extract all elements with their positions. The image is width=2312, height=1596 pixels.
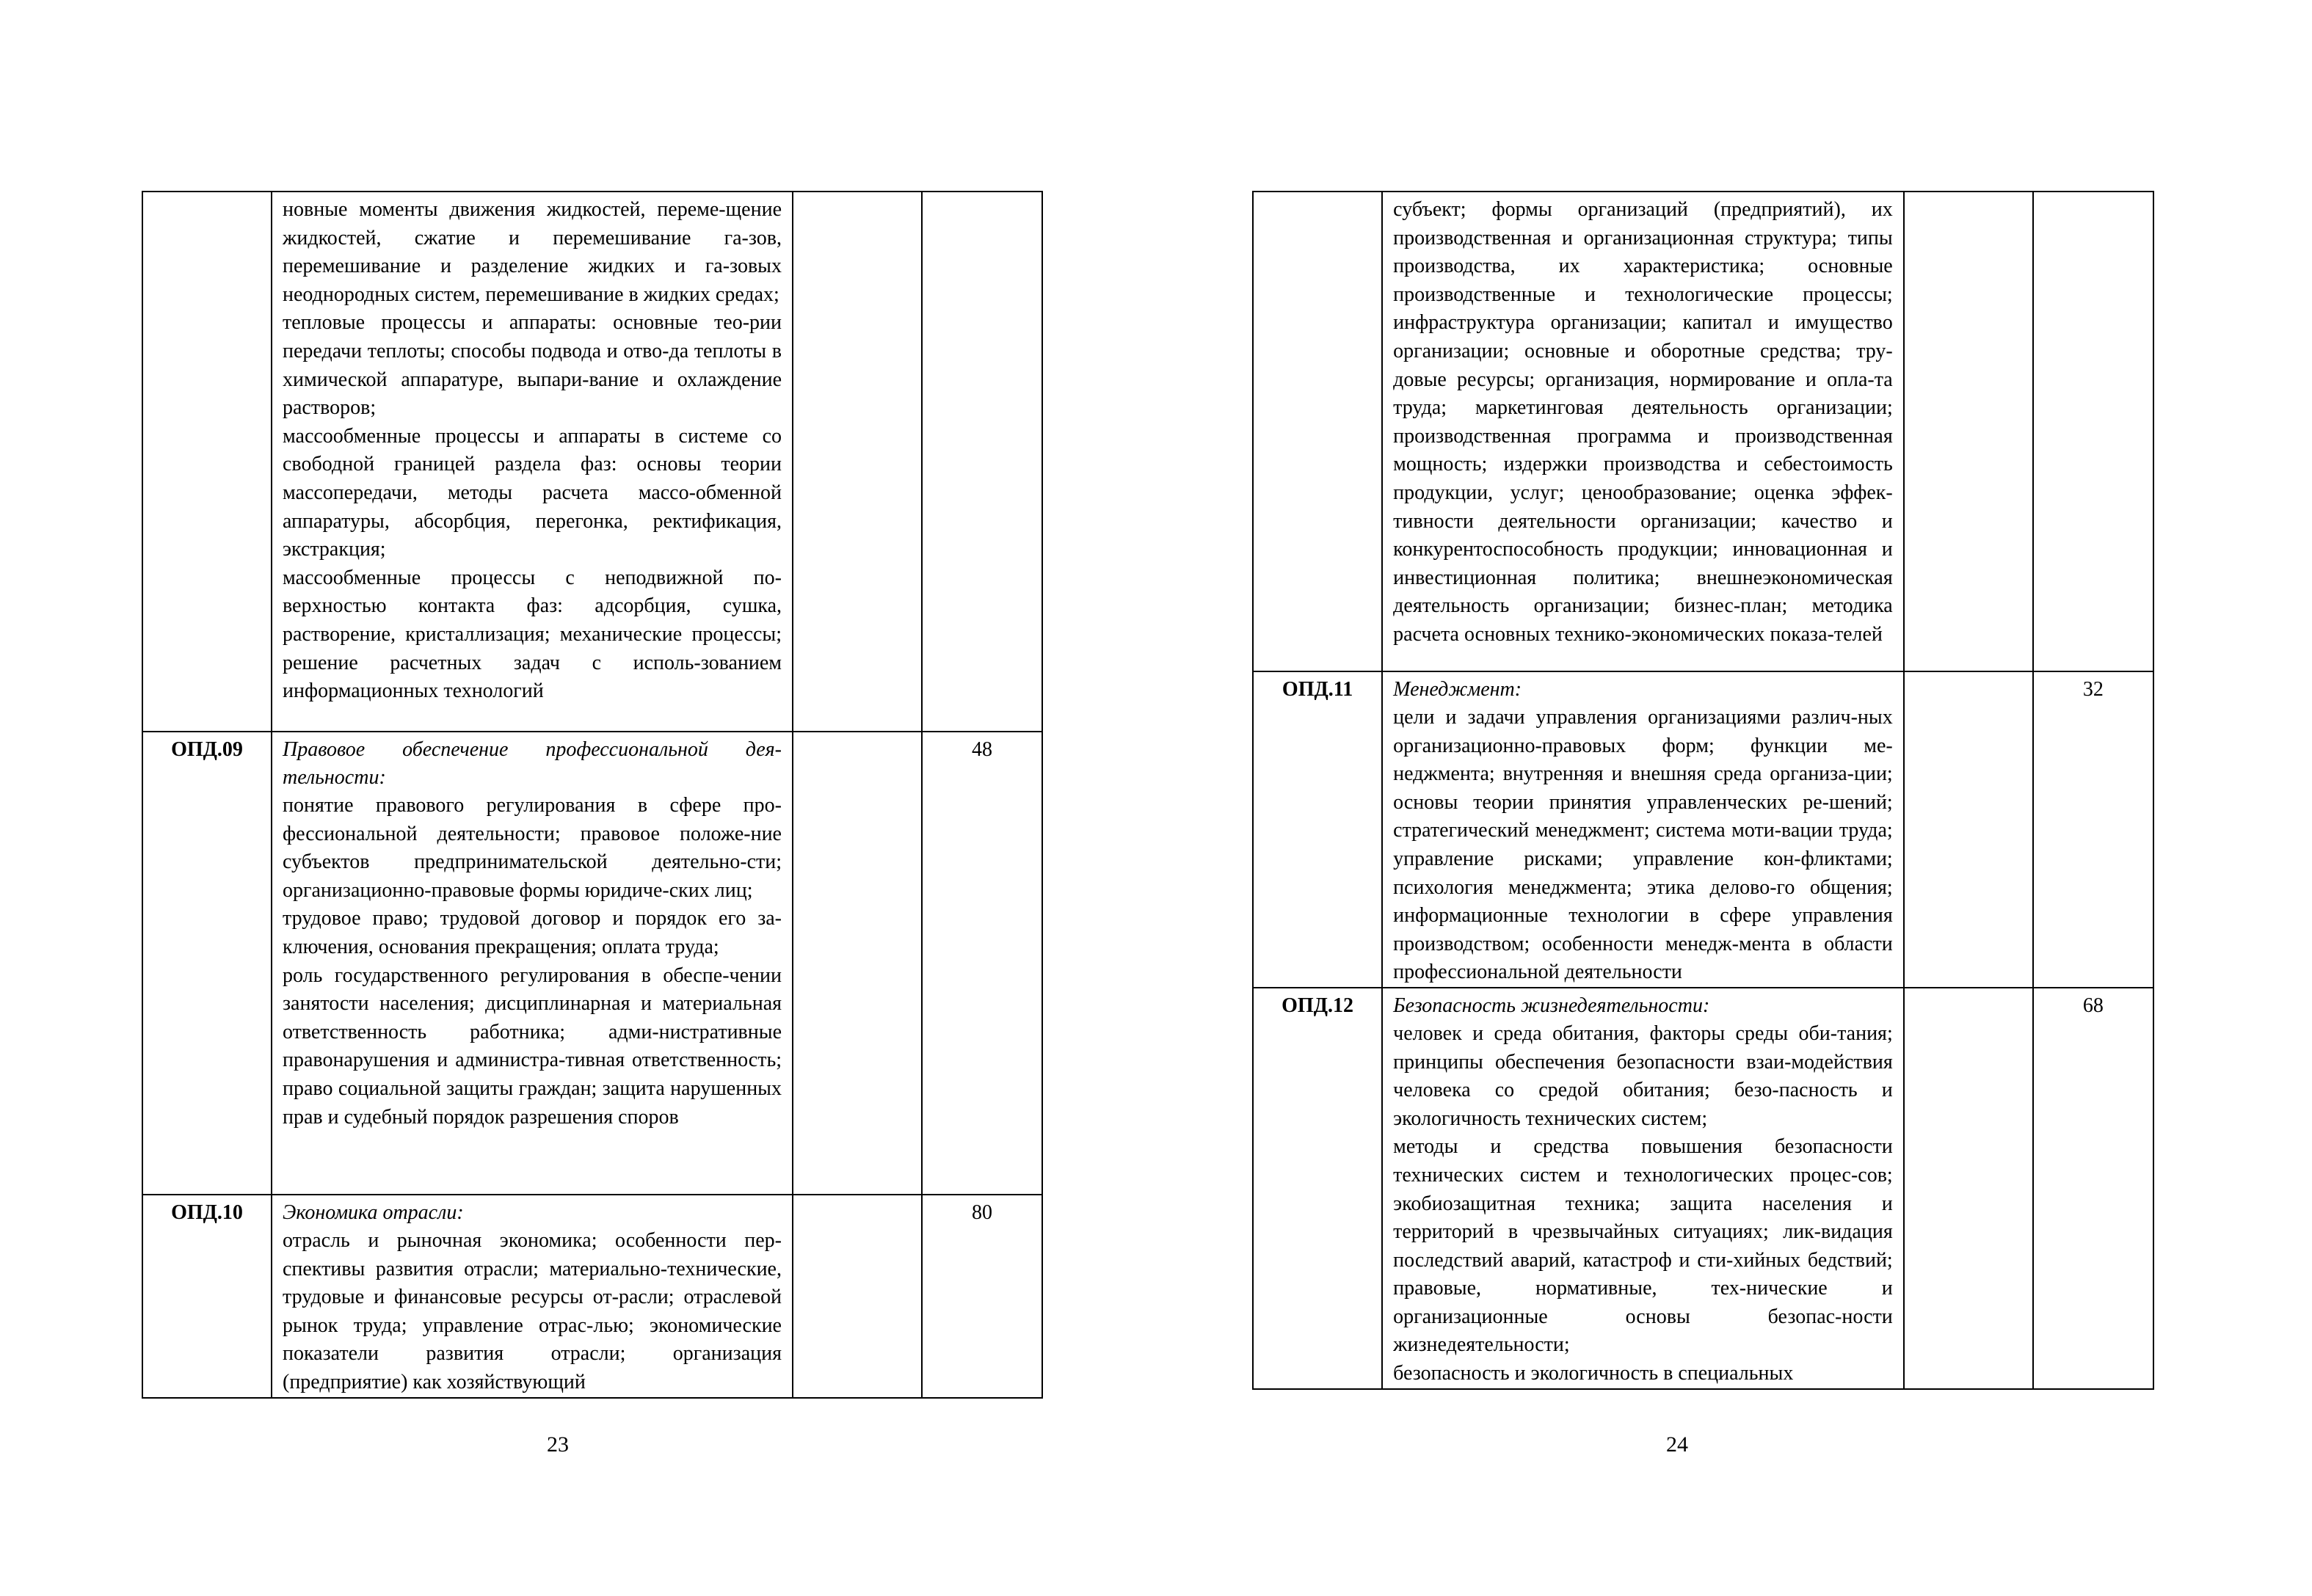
discipline-code	[1253, 192, 1382, 671]
discipline-title: Безопасность жизнедеятельности:	[1393, 994, 1710, 1017]
discipline-code: ОПД.10	[142, 1195, 272, 1398]
content-paragraph: цели и задачи управления организациями различ-ных организационно-правовых форм; функции ме-неджмента; внутренняя и внешняя среда организа-ции; основы теории принятия управленческих ре-шений; стратегический менеджмент; система моти-вации труда; управление рисками; управление кон-фликтами; психология менеджмента; этика делово-го общения; информационные технологии в сфере управления производством; особенности менедж-мента в области профессиональной деятельности	[1393, 706, 1893, 984]
content-paragraph: безопасность и экологичность в специальных	[1393, 1362, 1794, 1385]
table-row	[1253, 988, 2153, 1389]
content-paragraph: массообменные процессы и аппараты в системе со свободной границей раздела фаз: основы теории массопередачи, методы расчета массо-обменной аппаратуры, абсорбция, перегонка, ректификация, экстракция;	[283, 424, 782, 561]
content-paragraph: тепловые процессы и аппараты: основные тео-рии передачи теплоты; способы подвода и отво-да теплоты в химической аппаратуре, выпари-вание и охлаждение растворов;	[283, 311, 782, 420]
empty-cell	[1904, 988, 2033, 1389]
content-paragraph: новные моменты движения жидкостей, переме-щение жидкостей, сжатие и перемешивание га-зов, перемешивание и разделение жидких и га-зовых неоднородных систем, перемешивание в жидких средах;	[283, 198, 782, 306]
hours-value: 48	[922, 732, 1042, 1195]
discipline-content	[1382, 671, 1904, 988]
discipline-content	[272, 732, 793, 1195]
content-paragraph: человек и среда обитания, факторы среды оби-тания; принципы обеспечения безопасности взаи-модействия человека со средой обитания; безо-пасность и экологичность технических систем;	[1393, 1021, 1893, 1130]
empty-cell	[1904, 671, 2033, 988]
curriculum-table	[1252, 191, 2154, 1390]
discipline-code: ОПД.11	[1253, 671, 1382, 988]
discipline-code: ОПД.09	[142, 732, 272, 1195]
content-paragraph: отрасль и рыночная экономика; особенности пер-спективы развития отрасли; материально-технические, трудовые и финансовые ресурсы от-расли; отраслевой рынок труда; управление отрас-лью; экономические показатели развития отрасли; организация (предприятие) как хозяйствующий	[283, 1229, 782, 1393]
hours-value: 68	[2033, 988, 2153, 1389]
content-paragraph: массообменные процессы с неподвижной по-верхностью контакта фаз: адсорбция, сушка, растворение, кристаллизация; механические процессы; решение расчетных задач с исполь-зованием информационных технологий	[283, 566, 782, 703]
empty-cell	[793, 192, 922, 732]
discipline-title: Правовое обеспечение профессиональной дея-тельности:	[283, 738, 782, 789]
hours-value: 80	[922, 1195, 1042, 1398]
content-paragraph: роль государственного регулирования в обеспе-чении занятости населения; дисциплинарная и материальная ответственность работника; адми-нистративные правонарушения и администра-тивная ответственность; право социальной защиты граждан; защита нарушенных прав и судебный порядок разрешения споров	[283, 963, 782, 1129]
hours-value	[922, 192, 1042, 732]
table-row	[1253, 671, 2153, 988]
discipline-title: Менеджмент:	[1393, 678, 1522, 701]
discipline-code	[142, 192, 272, 732]
content-paragraph: трудовое право; трудовой договор и порядок его за-ключения, основания прекращения; оплата труда;	[283, 907, 782, 958]
empty-cell	[793, 732, 922, 1195]
discipline-content	[1382, 192, 1904, 671]
page-number: 24	[1666, 1432, 1688, 1457]
discipline-content	[272, 1195, 793, 1398]
table-row	[1253, 192, 2153, 671]
curriculum-table	[142, 191, 1043, 1399]
table-row	[142, 1195, 1042, 1398]
right-page	[1156, 0, 2312, 1596]
discipline-content	[272, 192, 793, 732]
content-paragraph: субъект; формы организаций (предприятий), их производственная и организационная структура; типы производства, их характеристика; основные производственные и технологические процессы; инфраструктура организации; капитал и имущество организации; основные и оборотные средства; тру-довые ресурсы; организация, нормирование и опла-та труда; маркетинговая деятельность организации; производственная программа и производственная мощность; издержки производства и себестоимость продукции, услуг; ценообразование; оценка эффек-тивности деятельности организации; качество и конкурентоспособность продукции; инновационная и инвестиционная политика; внешнеэкономическая деятельность организации; бизнес-план; методика расчета основных технико-экономических показа-телей	[1393, 198, 1893, 646]
discipline-content	[1382, 988, 1904, 1389]
content-paragraph: понятие правового регулирования в сфере про-фессиональной деятельности; правовое положе-ние субъектов предпринимательской деятельно-сти; организационно-правовые формы юридиче-ских лиц;	[283, 794, 782, 902]
page-number: 23	[547, 1432, 569, 1457]
table-row	[142, 732, 1042, 1195]
content-paragraph: методы и средства повышения безопасности технических систем и технологических процес-сов; экобиозащитная техника; защита населения и территорий в чрезвычайных ситуациях; лик-видация последствий аварий, катастроф и сти-хийных бедствий; правовые, нормативные, тех-нические и организационные основы безопас-ности жизнедеятельности;	[1393, 1135, 1893, 1357]
empty-cell	[1904, 192, 2033, 671]
empty-cell	[793, 1195, 922, 1398]
hours-value: 32	[2033, 671, 2153, 988]
discipline-title: Экономика отрасли:	[283, 1201, 464, 1224]
table-row	[142, 192, 1042, 732]
discipline-code: ОПД.12	[1253, 988, 1382, 1389]
hours-value	[2033, 192, 2153, 671]
